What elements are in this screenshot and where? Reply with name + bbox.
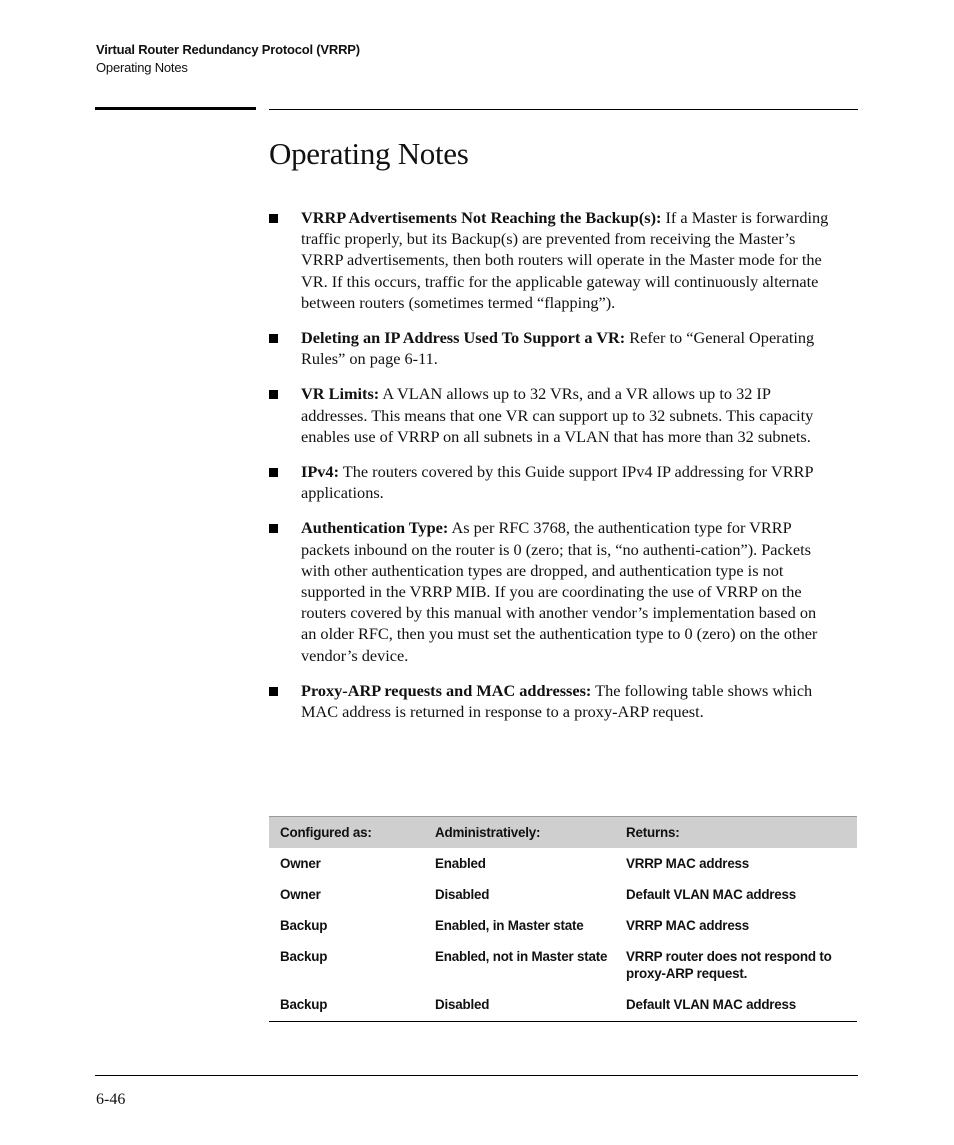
square-bullet-icon [269,524,278,533]
square-bullet-icon [269,687,278,696]
table-cell: Owner [280,856,321,871]
table-cell: Default VLAN MAC address [615,990,857,1022]
proxy-arp-table [269,816,857,1022]
table-cell: VRRP MAC address [626,918,750,933]
list-item [269,383,829,447]
operating-notes-list [269,207,829,736]
header-rule-thin [269,109,858,110]
table-cell: Enabled, not in Master state [435,949,608,964]
list-item [269,517,829,665]
table-cell: VRRP router does not respond to proxy-ARP request. [626,949,832,981]
section-title: Operating Notes [96,60,188,75]
note-body: Refer to “General Operating Rules” on page 6-11. [301,328,815,369]
list-item [269,327,829,369]
note-heading: IPv4: [301,462,339,482]
table-cell: Backup [269,990,424,1022]
note-body: A VLAN allows up to 32 VRs, and a VR allows up to 32 IP addresses. This means that one VR can support up to 32 subnets. This capacity enables use of VRRP on all subnets in a VLAN that has more than 32 subnets. [301,384,814,446]
note-heading: VRRP Advertisements Not Reaching the Backup(s): [301,208,662,227]
table-cell: Backup [280,918,328,933]
list-item [269,207,829,313]
table-row [269,880,857,911]
table-row [269,942,857,990]
page-number: 6-46 [96,1091,126,1108]
note-heading: VR Limits: [301,384,380,404]
note-heading: Deleting an IP Address Used To Support a VR: [301,328,626,348]
column-header-configured-as: Configured as: [269,817,424,849]
footer-rule [95,1075,858,1076]
list-item [269,680,829,722]
proxy-arp-table-grid [269,816,857,1022]
square-bullet-icon [269,390,278,399]
note-body: If a Master is forwarding traffic properly, but its Backup(s) are prevented from receiving the Master’s VRRP advertisements, then both routers will operate in the Master mode for the VR. If this occurs, traffic for the applicable gateway will continuously alternate between routers (sometimes termed “flapping”). [301,208,829,312]
note-body: As per RFC 3768, the authentication type for VRRP packets inbound on the router is 0 (zero; that is, “no authenti-cation”). Packets with other authentication types are dropped, and authentication type is not supported in the VRRP MIB. If you are coordinating the use of VRRP on the routers covered by this manual with another vendor’s implementation based on an older RFC, then you must set the authentication type to 0 (zero) on the other vendor’s device. [301,518,818,665]
table-cell: Disabled [435,887,490,902]
table-cell: Owner [280,887,321,902]
table-cell: VRRP MAC address [626,856,750,871]
table-cell: Default VLAN MAC address [626,887,797,902]
table-cell: Backup [280,949,328,964]
square-bullet-icon [269,214,278,223]
running-head [96,41,360,77]
note-heading: Authentication Type: [301,518,449,538]
table-cell: Enabled, in Master state [435,918,584,933]
table-row [269,848,857,880]
header-rule-thick [95,107,256,110]
note-heading: Proxy-ARP requests and MAC addresses: [301,680,592,700]
table-cell: Disabled [424,990,615,1022]
column-header-administratively: Administratively: [424,817,615,849]
list-item [269,461,829,503]
note-body: The following table shows which MAC address is returned in response to a proxy-ARP request. [301,680,813,722]
table-row [269,990,857,1022]
note-body: The routers covered by this Guide support IPv4 IP addressing for VRRP applications. [301,462,813,503]
table-cell: Enabled [435,856,486,871]
column-header-returns: Returns: [615,817,857,849]
page-title: Operating Notes [269,136,469,171]
square-bullet-icon [269,468,278,477]
square-bullet-icon [269,334,278,343]
chapter-title: Virtual Router Redundancy Protocol (VRRP) [96,42,360,57]
table-header-row [269,817,857,849]
table-row [269,911,857,942]
